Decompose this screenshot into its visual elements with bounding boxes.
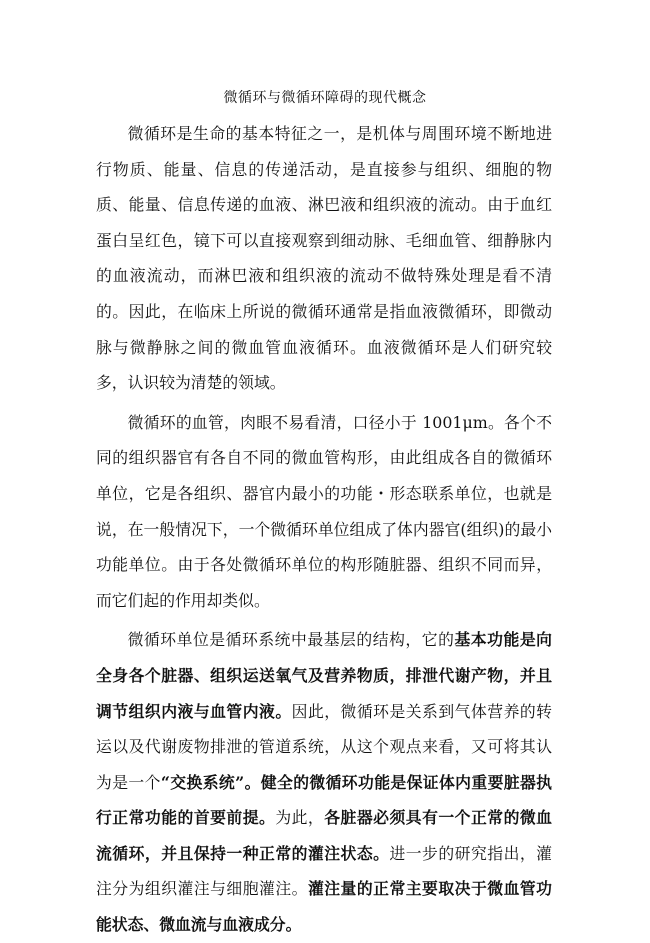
- paragraph-3-text: 微循环单位是循环系统中最基层的结构，它的: [127, 630, 455, 650]
- paragraph-3-bold-text: “交换系统”。健全的微循环功能是保证体内重要脏器执行正常功能的首要前提。: [96, 772, 552, 828]
- document-title: 微循环与微循环障碍的现代概念: [223, 90, 427, 106]
- paragraph-3-text: 进一步的研究指出，灌注分为组织灌注与细胞灌注。: [96, 843, 552, 899]
- paragraph-3-bold-text: 基本功能是向全身各个脏器、组织运送氧气及营养物质，排泄代谢产物，并且调节组织内液与血管内液。: [96, 630, 552, 721]
- paragraph-3: [96, 622, 552, 942]
- paragraph-3-text: 为此，: [275, 808, 325, 828]
- paragraph-3-bold-text: 灌注量的正常主要取决于微血管功能状态、微血流与血液成分。: [96, 879, 552, 935]
- paragraph-1: 微循环是生命的基本特征之一，是机体与周围环境不断地进行物质、能量、信息的传递活动，是直接参与组织、细胞的物质、能量、信息传递的血液、淋巴液和组织液的流动。由于血红蛋白呈红色，镜下可以直接观察到细动脉、毛细血管、细静脉内的血液流动，而淋巴液和组织液的流动不做特殊处理是看不清的。因此，在临床上所说的微循环通常是指血液微循环，即微动脉与微静脉之间的微血管血液循环。血液微循环是人们研究较多，认识较为清楚的领域。: [96, 124, 552, 393]
- document-body: [96, 116, 552, 943]
- paragraph-2: 微循环的血管，肉眼不易看清，口径小于 1001μm。各个不同的组织器官有各自不同的微血管构形，由此组成各自的微循环单位，它是各组织、器官内最小的功能・形态联系单位，也就是说，在一般情况下，一个微循环单位组成了体内器官(组织)的最小功能单位。由于各处微循环单位的构形随脏器、组织不同而异，而它们起的作用却类似。: [96, 412, 552, 610]
- paragraph-3-text: 因此，微循环是关系到气体营养的转运以及代谢废物排泄的管道系统，从这个观点来看，又可将其认为是一个: [96, 701, 552, 792]
- paragraph-3-bold-text: 各脏器必须具有一个正常的微血流循环，并且保持一种正常的灌注状态。: [96, 808, 552, 863]
